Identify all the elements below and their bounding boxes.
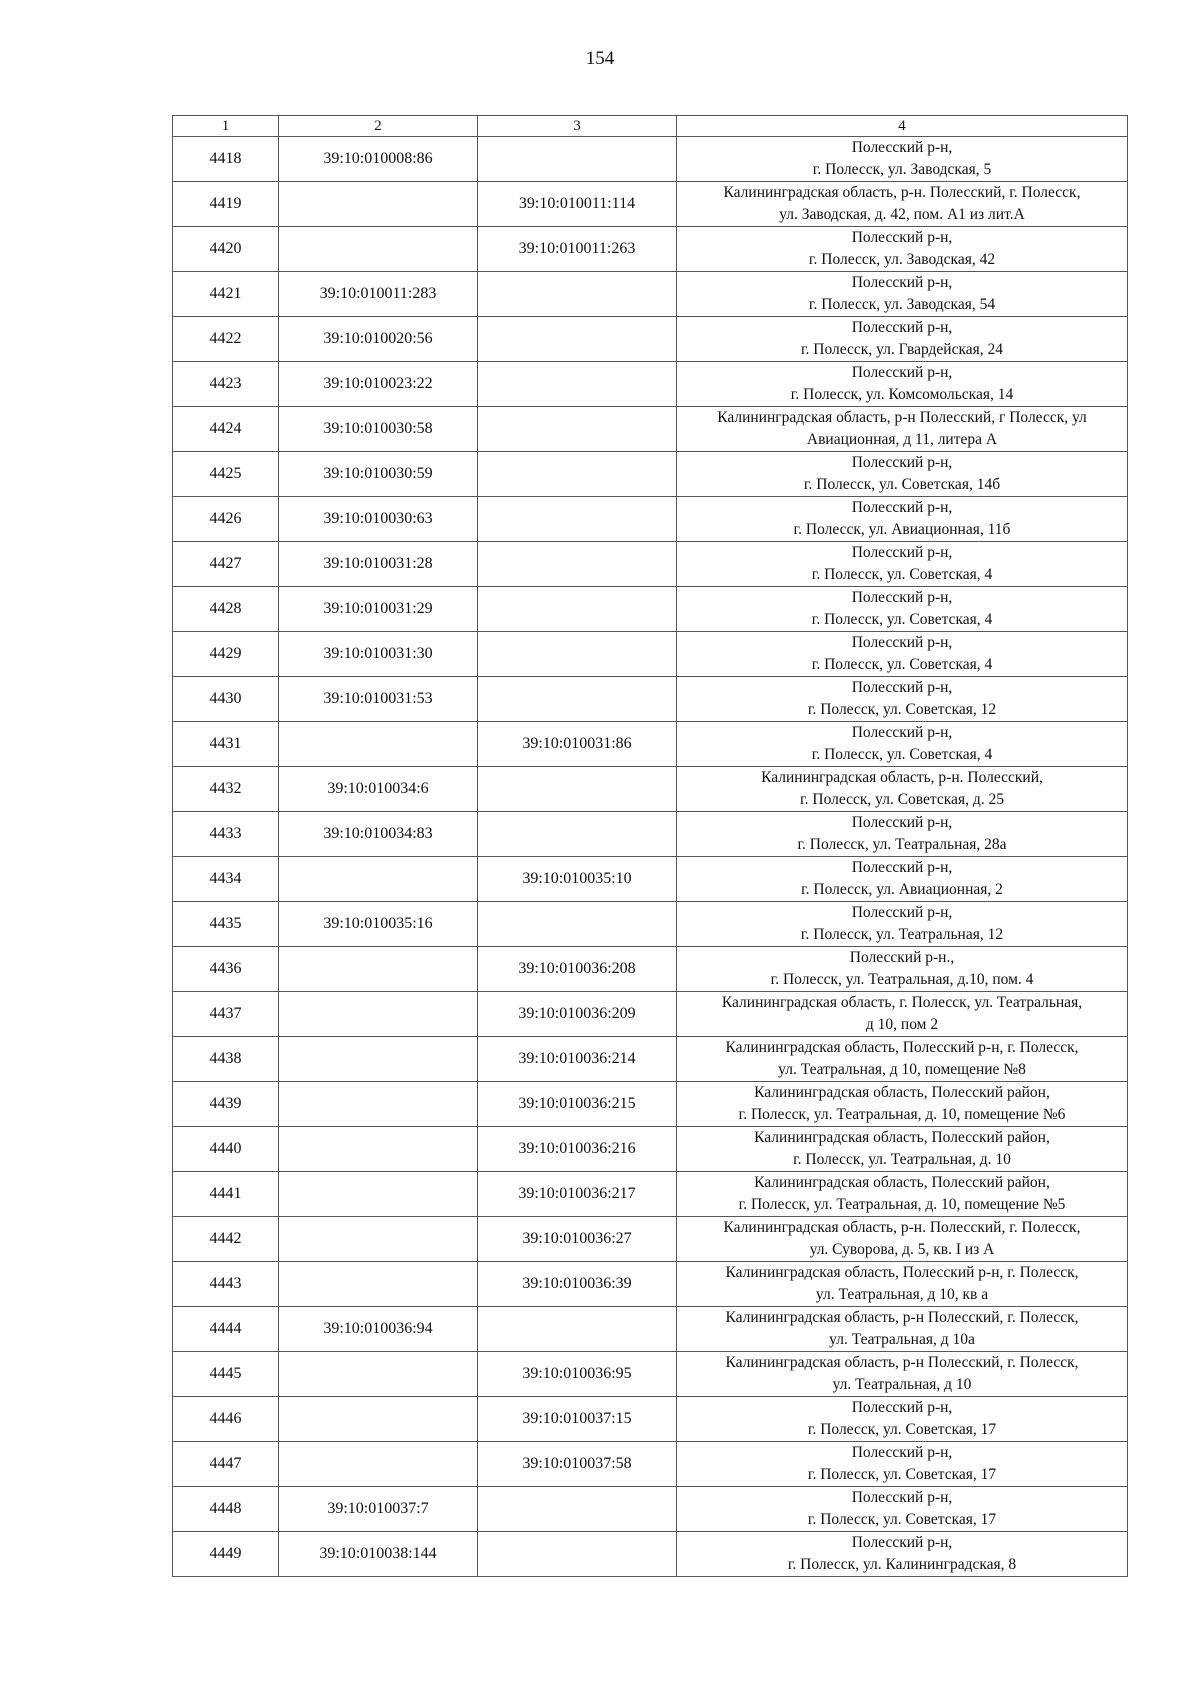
cadastral-number-alt-cell — [478, 767, 677, 812]
row-number-cell: 4418 — [173, 137, 279, 182]
cadastral-number-alt-cell: 39:10:010036:27 — [478, 1217, 677, 1262]
cadastral-number-cell: 39:10:010031:29 — [279, 587, 478, 632]
cadastral-number-alt-cell: 39:10:010036:216 — [478, 1127, 677, 1172]
row-number-cell: 4420 — [173, 227, 279, 272]
table-row — [173, 317, 1128, 362]
row-number-cell: 4427 — [173, 542, 279, 587]
cadastral-number-alt-cell: 39:10:010011:114 — [478, 182, 677, 227]
address-cell: Калининградская область, р-н Полесский, г. Полесск, ул. Театральная, д 10 — [677, 1352, 1128, 1397]
row-number-cell: 4449 — [173, 1532, 279, 1577]
row-number-cell: 4431 — [173, 722, 279, 767]
cadastral-number-cell — [279, 947, 478, 992]
row-number-cell: 4445 — [173, 1352, 279, 1397]
cadastral-number-cell — [279, 1442, 478, 1487]
cadastral-number-alt-cell: 39:10:010036:209 — [478, 992, 677, 1037]
cadastral-number-cell — [279, 1082, 478, 1127]
address-cell: Полесский р-н, г. Полесск, ул. Театральная, 12 — [677, 902, 1128, 947]
row-number-cell: 4434 — [173, 857, 279, 902]
address-cell: Калининградская область, р-н. Полесский, г. Полесск, ул. Заводская, д. 42, пом. А1 из лит.А — [677, 182, 1128, 227]
cadastral-number-cell: 39:10:010030:58 — [279, 407, 478, 452]
row-number-cell: 4442 — [173, 1217, 279, 1262]
table-row — [173, 722, 1128, 767]
row-number-cell: 4424 — [173, 407, 279, 452]
table-row — [173, 992, 1128, 1037]
cadastral-number-cell: 39:10:010035:16 — [279, 902, 478, 947]
table-row — [173, 362, 1128, 407]
cadastral-number-alt-cell: 39:10:010036:217 — [478, 1172, 677, 1217]
cadastral-number-cell: 39:10:010036:94 — [279, 1307, 478, 1352]
table-row — [173, 767, 1128, 812]
cadastral-number-alt-cell: 39:10:010011:263 — [478, 227, 677, 272]
cadastral-number-cell: 39:10:010020:56 — [279, 317, 478, 362]
cadastral-number-cell: 39:10:010011:283 — [279, 272, 478, 317]
cadastral-number-alt-cell: 39:10:010035:10 — [478, 857, 677, 902]
row-number-cell: 4448 — [173, 1487, 279, 1532]
table-body — [173, 137, 1128, 1577]
row-number-cell: 4426 — [173, 497, 279, 542]
table-header — [173, 116, 1128, 137]
cadastral-number-cell: 39:10:010008:86 — [279, 137, 478, 182]
address-cell: Калининградская область, р-н. Полесский, г. Полесск, ул. Советская, д. 25 — [677, 767, 1128, 812]
cadastral-number-alt-cell — [478, 452, 677, 497]
cadastral-number-alt-cell — [478, 1487, 677, 1532]
cadastral-number-alt-cell — [478, 587, 677, 632]
table-row — [173, 1397, 1128, 1442]
row-number-cell: 4443 — [173, 1262, 279, 1307]
row-number-cell: 4425 — [173, 452, 279, 497]
cadastral-number-alt-cell: 39:10:010036:95 — [478, 1352, 677, 1397]
address-cell: Полесский р-н, г. Полесск, ул. Калининградская, 8 — [677, 1532, 1128, 1577]
table-row — [173, 497, 1128, 542]
table-row — [173, 947, 1128, 992]
cadastral-number-cell: 39:10:010037:7 — [279, 1487, 478, 1532]
address-cell: Калининградская область, Полесский р-н, г. Полесск, ул. Театральная, д 10, помещение №8 — [677, 1037, 1128, 1082]
row-number-cell: 4437 — [173, 992, 279, 1037]
table-row — [173, 857, 1128, 902]
table-row — [173, 137, 1128, 182]
row-number-cell: 4436 — [173, 947, 279, 992]
table-row — [173, 1172, 1128, 1217]
cadastral-number-cell: 39:10:010030:63 — [279, 497, 478, 542]
cadastral-number-alt-cell: 39:10:010036:208 — [478, 947, 677, 992]
cadastral-number-cell: 39:10:010031:53 — [279, 677, 478, 722]
cadastral-number-alt-cell — [478, 677, 677, 722]
cadastral-number-alt-cell — [478, 902, 677, 947]
cadastral-number-alt-cell — [478, 272, 677, 317]
cadastral-number-alt-cell: 39:10:010037:58 — [478, 1442, 677, 1487]
table-row — [173, 632, 1128, 677]
cadastral-number-alt-cell: 39:10:010037:15 — [478, 1397, 677, 1442]
table-row — [173, 452, 1128, 497]
cadastral-number-alt-cell — [478, 497, 677, 542]
cadastral-number-alt-cell: 39:10:010036:214 — [478, 1037, 677, 1082]
cadastral-number-cell — [279, 1037, 478, 1082]
address-cell: Полесский р-н, г. Полесск, ул. Авиационная, 11б — [677, 497, 1128, 542]
address-cell: Полесский р-н, г. Полесск, ул. Советская, 17 — [677, 1487, 1128, 1532]
cadastral-number-cell: 39:10:010031:28 — [279, 542, 478, 587]
address-cell: Полесский р-н, г. Полесск, ул. Советская, 4 — [677, 632, 1128, 677]
cadastral-number-cell: 39:10:010034:83 — [279, 812, 478, 857]
table-row — [173, 902, 1128, 947]
cadastral-number-cell: 39:10:010038:144 — [279, 1532, 478, 1577]
address-cell: Полесский р-н., г. Полесск, ул. Театральная, д.10, пом. 4 — [677, 947, 1128, 992]
table-row — [173, 1487, 1128, 1532]
row-number-cell: 4446 — [173, 1397, 279, 1442]
row-number-cell: 4429 — [173, 632, 279, 677]
row-number-cell: 4438 — [173, 1037, 279, 1082]
column-header-2: 2 — [279, 116, 478, 137]
row-number-cell: 4444 — [173, 1307, 279, 1352]
cadastral-number-alt-cell — [478, 407, 677, 452]
table-row — [173, 1532, 1128, 1577]
cadastral-number-cell — [279, 992, 478, 1037]
cadastral-number-cell: 39:10:010023:22 — [279, 362, 478, 407]
address-cell: Калининградская область, Полесский район, г. Полесск, ул. Театральная, д. 10 — [677, 1127, 1128, 1172]
cadastral-number-cell — [279, 1172, 478, 1217]
address-cell: Калининградская область, р-н. Полесский, г. Полесск, ул. Суворова, д. 5, кв. I из А — [677, 1217, 1128, 1262]
address-cell: Полесский р-н, г. Полесск, ул. Советская, 12 — [677, 677, 1128, 722]
table-row — [173, 1082, 1128, 1127]
address-cell: Калининградская область, г. Полесск, ул. Театральная, д 10, пом 2 — [677, 992, 1128, 1037]
cadastral-number-alt-cell — [478, 1307, 677, 1352]
address-cell: Полесский р-н, г. Полесск, ул. Заводская, 54 — [677, 272, 1128, 317]
cadastral-number-alt-cell: 39:10:010036:39 — [478, 1262, 677, 1307]
cadastral-number-cell — [279, 182, 478, 227]
row-number-cell: 4419 — [173, 182, 279, 227]
address-cell: Полесский р-н, г. Полесск, ул. Советская, 17 — [677, 1442, 1128, 1487]
cadastral-number-cell: 39:10:010034:6 — [279, 767, 478, 812]
cadastral-number-cell: 39:10:010030:59 — [279, 452, 478, 497]
cadastral-number-alt-cell — [478, 317, 677, 362]
cadastral-number-alt-cell — [478, 632, 677, 677]
cadastral-number-alt-cell — [478, 362, 677, 407]
column-header-1: 1 — [173, 116, 279, 137]
cadastral-number-cell — [279, 227, 478, 272]
address-cell: Калининградская область, р-н Полесский, г. Полесск, ул. Театральная, д 10а — [677, 1307, 1128, 1352]
address-cell: Полесский р-н, г. Полесск, ул. Советская, 4 — [677, 587, 1128, 632]
registry-table — [172, 115, 1128, 1577]
row-number-cell: 4435 — [173, 902, 279, 947]
address-cell: Полесский р-н, г. Полесск, ул. Театральная, 28а — [677, 812, 1128, 857]
address-cell: Калининградская область, Полесский р-н, г. Полесск, ул. Театральная, д 10, кв а — [677, 1262, 1128, 1307]
table-row — [173, 677, 1128, 722]
address-cell: Калининградская область, р-н Полесский, г Полесск, ул Авиационная, д 11, литера А — [677, 407, 1128, 452]
table-row — [173, 542, 1128, 587]
table-row — [173, 407, 1128, 452]
address-cell: Калининградская область, Полесский район, г. Полесск, ул. Театральная, д. 10, помещение №6 — [677, 1082, 1128, 1127]
page-number: 154 — [585, 48, 615, 69]
table-row — [173, 1262, 1128, 1307]
table-row — [173, 182, 1128, 227]
address-cell: Полесский р-н, г. Полесск, ул. Гвардейская, 24 — [677, 317, 1128, 362]
row-number-cell: 4441 — [173, 1172, 279, 1217]
row-number-cell: 4447 — [173, 1442, 279, 1487]
address-cell: Полесский р-н, г. Полесск, ул. Заводская, 5 — [677, 137, 1128, 182]
header-row — [173, 116, 1128, 137]
cadastral-number-cell — [279, 1352, 478, 1397]
cadastral-number-cell — [279, 722, 478, 767]
cadastral-number-alt-cell — [478, 812, 677, 857]
cadastral-number-cell: 39:10:010031:30 — [279, 632, 478, 677]
cadastral-number-alt-cell — [478, 1532, 677, 1577]
table-row — [173, 1037, 1128, 1082]
cadastral-number-cell — [279, 1397, 478, 1442]
column-header-3: 3 — [478, 116, 677, 137]
address-cell: Калининградская область, Полесский район, г. Полесск, ул. Театральная, д. 10, помещение №5 — [677, 1172, 1128, 1217]
row-number-cell: 4423 — [173, 362, 279, 407]
cadastral-number-alt-cell: 39:10:010031:86 — [478, 722, 677, 767]
table-row — [173, 1352, 1128, 1397]
address-cell: Полесский р-н, г. Полесск, ул. Заводская, 42 — [677, 227, 1128, 272]
row-number-cell: 4430 — [173, 677, 279, 722]
cadastral-number-alt-cell: 39:10:010036:215 — [478, 1082, 677, 1127]
row-number-cell: 4432 — [173, 767, 279, 812]
row-number-cell: 4421 — [173, 272, 279, 317]
row-number-cell: 4428 — [173, 587, 279, 632]
table-row — [173, 1127, 1128, 1172]
table-row — [173, 1442, 1128, 1487]
cadastral-number-cell — [279, 857, 478, 902]
row-number-cell: 4422 — [173, 317, 279, 362]
table-row — [173, 587, 1128, 632]
cadastral-number-cell — [279, 1127, 478, 1172]
column-header-4: 4 — [677, 116, 1128, 137]
table-row — [173, 227, 1128, 272]
cadastral-number-alt-cell — [478, 137, 677, 182]
address-cell: Полесский р-н, г. Полесск, ул. Советская, 17 — [677, 1397, 1128, 1442]
address-cell: Полесский р-н, г. Полесск, ул. Комсомольская, 14 — [677, 362, 1128, 407]
cadastral-number-alt-cell — [478, 542, 677, 587]
row-number-cell: 4439 — [173, 1082, 279, 1127]
address-cell: Полесский р-н, г. Полесск, ул. Авиационная, 2 — [677, 857, 1128, 902]
table-row — [173, 812, 1128, 857]
table-row — [173, 272, 1128, 317]
row-number-cell: 4440 — [173, 1127, 279, 1172]
cadastral-number-cell — [279, 1217, 478, 1262]
cadastral-number-cell — [279, 1262, 478, 1307]
address-cell: Полесский р-н, г. Полесск, ул. Советская, 4 — [677, 722, 1128, 767]
table-row — [173, 1307, 1128, 1352]
address-cell: Полесский р-н, г. Полесск, ул. Советская, 4 — [677, 542, 1128, 587]
table-row — [173, 1217, 1128, 1262]
row-number-cell: 4433 — [173, 812, 279, 857]
address-cell: Полесский р-н, г. Полесск, ул. Советская, 14б — [677, 452, 1128, 497]
